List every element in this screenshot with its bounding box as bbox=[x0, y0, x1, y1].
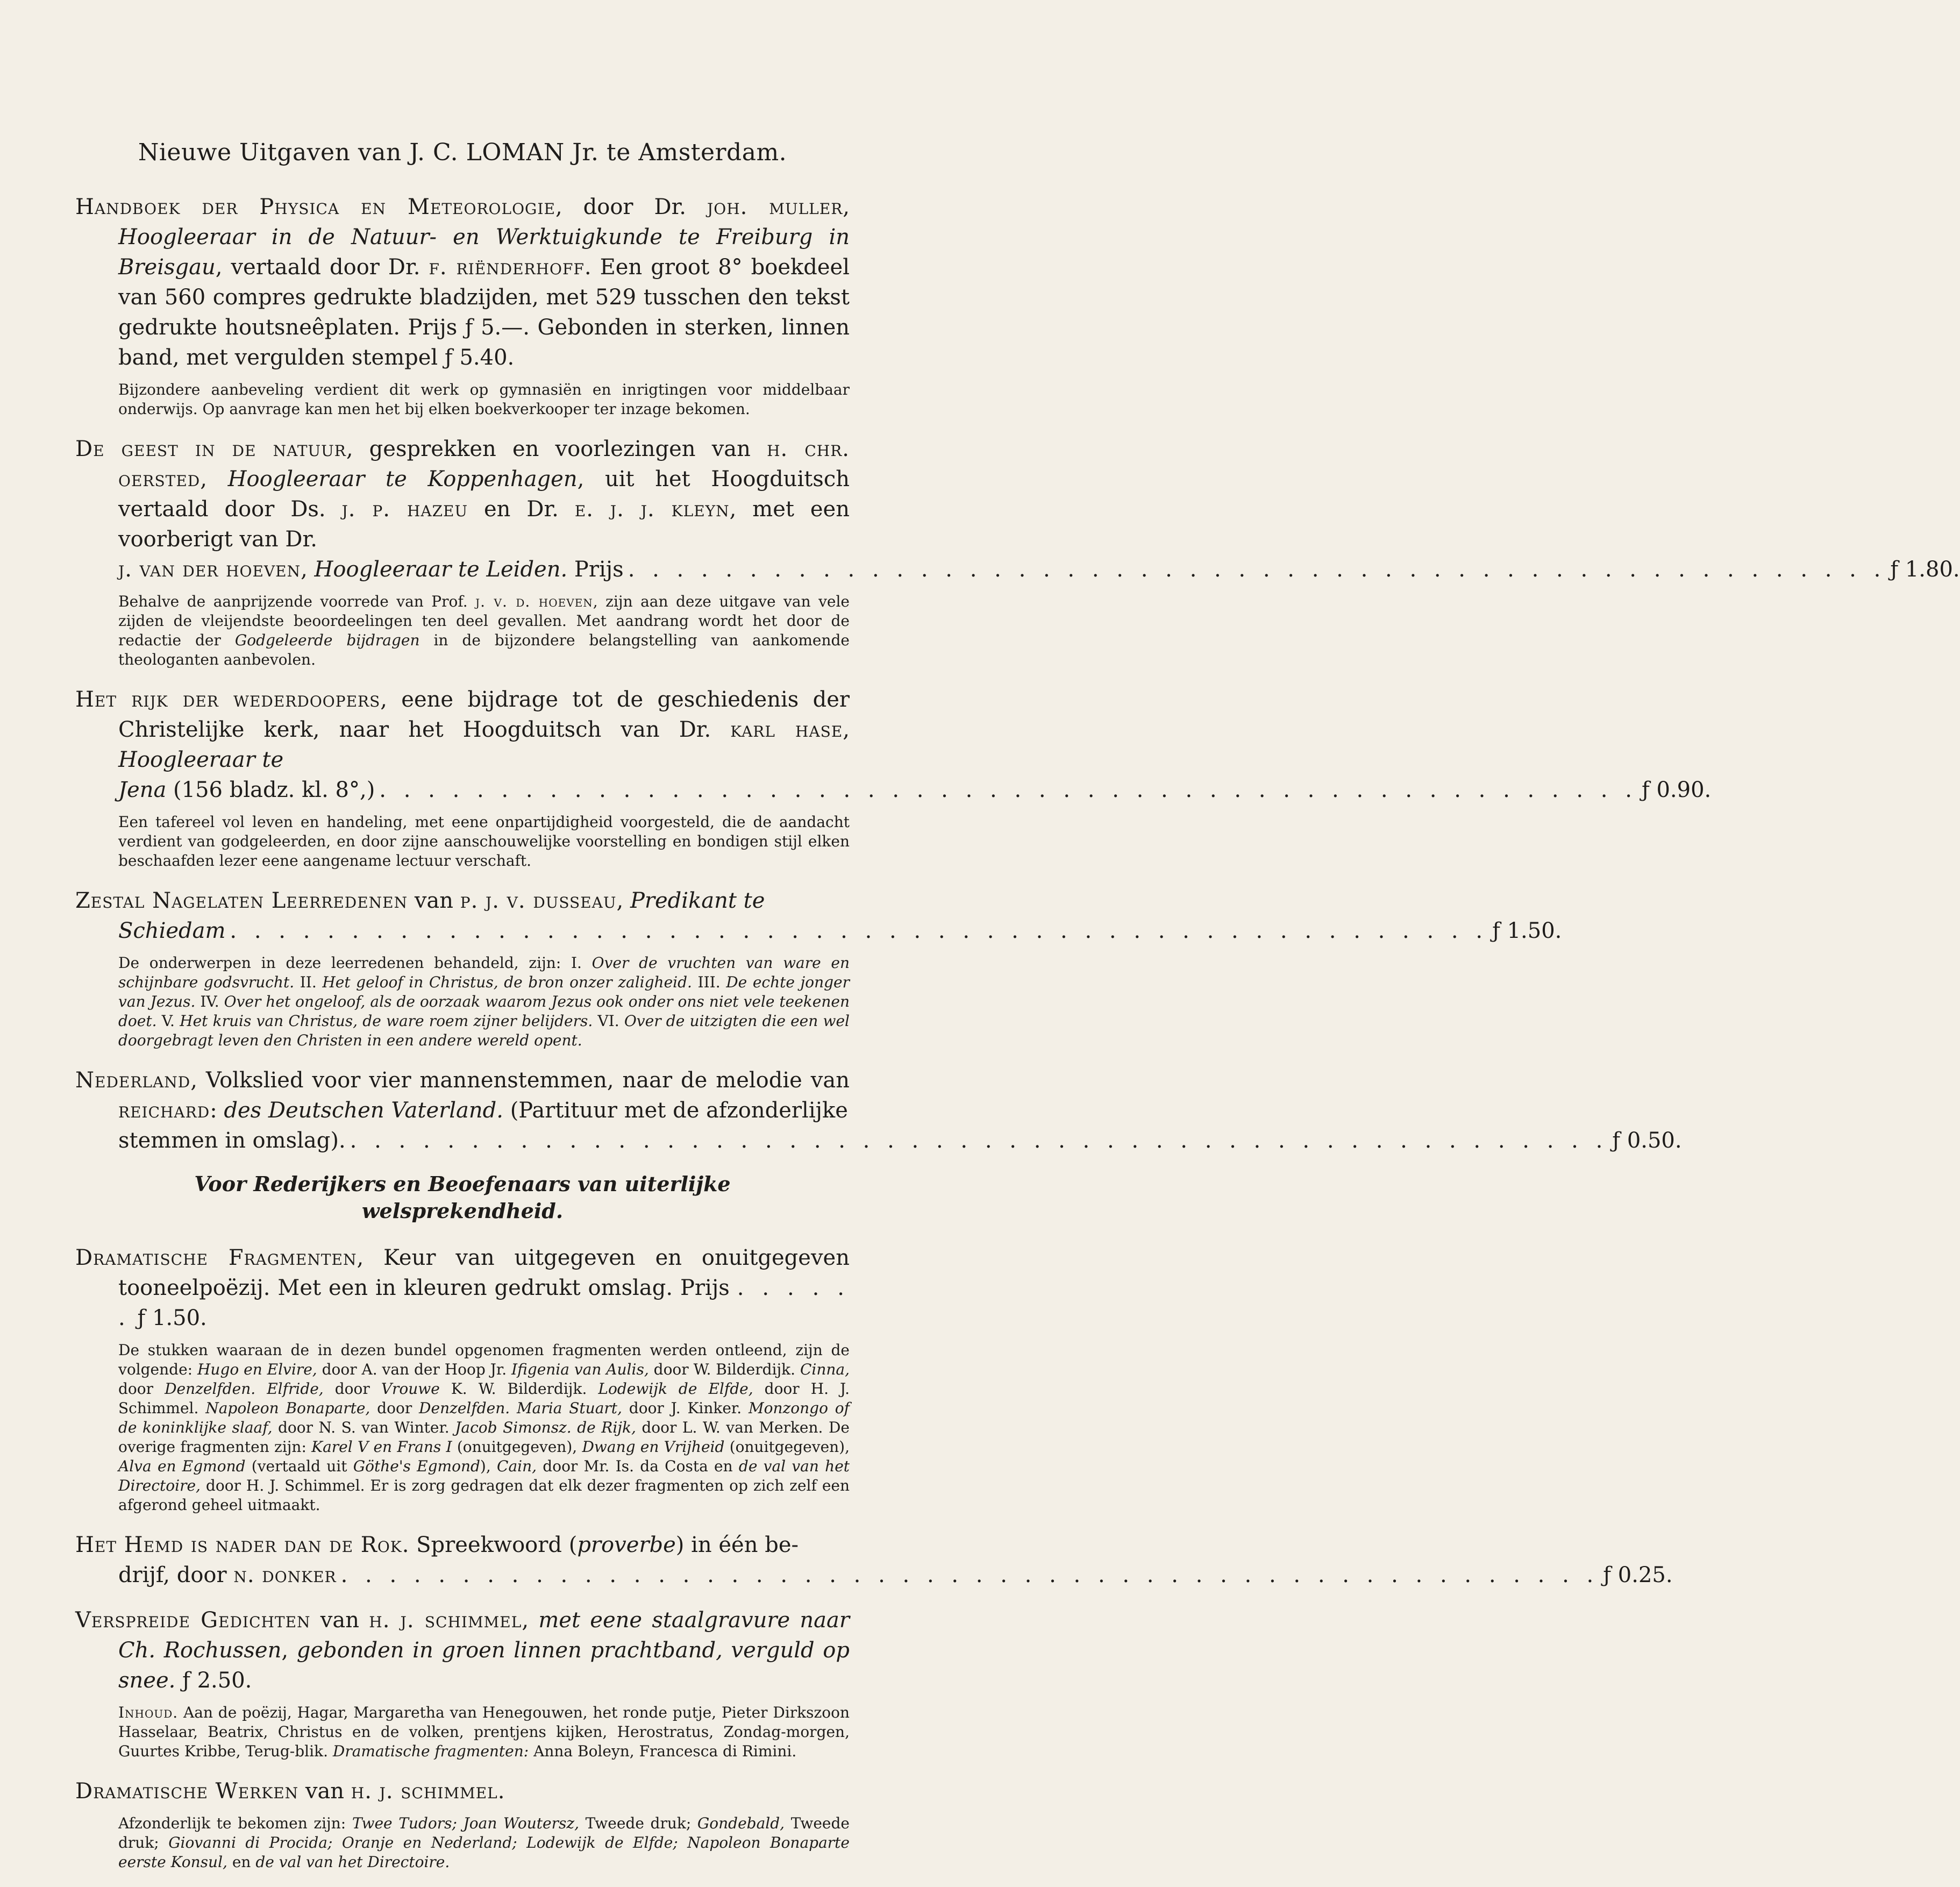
section-heading: Voor Rederijkers en Beoefenaars van uiterlijke welsprekendheid. bbox=[194, 1172, 731, 1223]
price-line: drijf, door n. donker . . . . . . . . . . . . . . . . . . . . . . . . . . . . . . . . . . . . . . . . . . . . . . . . . . . . ƒ 0.25. bbox=[75, 1560, 850, 1590]
entry-verspreide-gedichten bbox=[75, 1605, 850, 1761]
entry-text: Het rijk der wederdoopers, eene bijdrage tot de geschiedenis der Christelijke kerk, naar het Hoogduitsch van Dr. karl hase, Hoogleeraar te bbox=[75, 687, 850, 772]
dot-leader: . . . . . . bbox=[118, 1276, 850, 1330]
entry-geest-natuur bbox=[75, 434, 1960, 670]
entry-role: des Deutschen Vaterland. bbox=[224, 1098, 503, 1123]
price-line: Jena (156 bladz. kl. 8°,) . . . . . . . . . . . . . . . . . . . . . . . . . . . . . . . . . . . . . . . . . . . . . . . . . . . . ƒ 0.90. bbox=[75, 775, 850, 805]
entry-title: Nederland bbox=[75, 1068, 191, 1093]
entry-dramatische-fragmenten bbox=[75, 1243, 850, 1515]
entry-author: karl hase bbox=[730, 717, 843, 742]
entry-note: Behalve de aanprijzende voorrede van Prof. j. v. d. hoeven, zijn aan deze uitgave van vele zijden de vleijendste beoordeelingen ten deel gevallen. Met aandrang wordt het door de redactie der Godgeleerde bijdragen in de bijzondere belangstelling van aankomende theologanten aanbevolen. bbox=[118, 593, 850, 668]
entry-author: h. j. schimmel bbox=[369, 1608, 522, 1633]
entry-price: ƒ 0.50. bbox=[1612, 1128, 1682, 1153]
entry-author: n. donker bbox=[233, 1563, 337, 1587]
entry-text: Dramatische Fragmenten, Keur van uitgegeven en onuitgegeven tooneelpoëzij. Met een in kleuren gedrukt omslag. Prijs . . . . . . ƒ 1.50. bbox=[75, 1245, 850, 1330]
entry-title: Dramatische Werken bbox=[75, 1779, 299, 1804]
entry-title: Verspreide Gedichten bbox=[75, 1608, 311, 1633]
entry-note: Een tafereel vol leven en handeling, met eene onpartijdigheid voorgesteld, die de aandacht verdient van godgeleerden, en door zijne aanschouwelijke voorstelling en bondigen stijl elken beschaafden lezer eene aangename lectuur verschaft. bbox=[118, 813, 850, 870]
entry-nederland-volkslied bbox=[75, 1065, 1682, 1156]
entry-text: Handboek der Physica en Meteorologie, door Dr. joh. muller, Hoogleeraar in de Natuur- en Werktuigkunde te Freiburg in Breisgau, vertaald door Dr. f. riënderhoff. Een groot 8° boekdeel van 560 compres gedrukte bladzijden, met 529 tusschen den tekst gedrukte houtsneêplaten. Prijs ƒ 5.—. Gebonden in sterken, linnen band, met vergulden stempel ƒ 5.40. bbox=[75, 195, 850, 370]
entry-price: ƒ 1.80. bbox=[1890, 557, 1960, 582]
entry-author: p. j. v. dusseau bbox=[460, 888, 617, 913]
dot-leader: . . . . . . . . . . . . . . . . . . . . . . . . . . . . . . . . . . . . . . . . . . . . . . . . . . . . bbox=[230, 918, 1488, 943]
entry-role: proverbe bbox=[577, 1533, 676, 1557]
entry-price: ƒ 0.90. bbox=[1641, 778, 1712, 802]
entry-hemd-rok bbox=[75, 1530, 1673, 1590]
entry-text: Verspreide Gedichten van h. j. schimmel, met eene staalgravure naar Ch. Rochussen, gebonden in groen linnen prachtband, verguld op snee. ƒ 2.50. bbox=[75, 1608, 850, 1693]
entry-title: De geest in de natuur bbox=[75, 437, 346, 461]
entry-role: Hoogleeraar te bbox=[118, 747, 284, 772]
entry-text: Dramatische Werken van h. j. schimmel. bbox=[75, 1779, 505, 1804]
entry-title: Zestal Nagelaten Leerredenen bbox=[75, 888, 408, 913]
document-page bbox=[75, 129, 1960, 1887]
entry-title: Handboek der Physica en Meteorologie bbox=[75, 195, 555, 219]
dot-leader: . . . . . . . . . . . . . . . . . . . . . . . . . . . . . . . . . . . . . . . . . . . . . . . . . . . . bbox=[628, 557, 1886, 582]
entry-note: Afzonderlijk te bekomen zijn: Twee Tudors; Joan Woutersz, Tweede druk; Gondebald, Tweede druk; Giovanni di Procida; Oranje en Nederland; Lodewijk de Elfde; Napoleon Bonaparte eerste Konsul, en de val van het Directoire. bbox=[118, 1814, 850, 1871]
entry-author: joh. muller bbox=[707, 195, 843, 219]
entry-role: Predikant te bbox=[630, 888, 765, 913]
price-line: Schiedam . . . . . . . . . . . . . . . . . . . . . . . . . . . . . . . . . . . . . . . . . . . . . . . . . . . . ƒ 1.50. bbox=[75, 916, 850, 946]
entry-price: ƒ 0.25. bbox=[1603, 1563, 1673, 1587]
entry-zestal-leerredenen bbox=[75, 886, 1562, 1050]
entry-text: De geest in de natuur, gesprekken en voorlezingen van h. chr. oersted, Hoogleeraar te Koppenhagen, uit het Hoogduitsch vertaald door Ds. j. p. hazeu en Dr. e. j. j. kleyn, met een voorberigt van Dr. bbox=[75, 437, 850, 552]
entry-price: ƒ 1.50. bbox=[1492, 918, 1562, 943]
entry-author: h. j. schimmel. bbox=[351, 1779, 505, 1804]
dot-leader: . . . . . . . . . . . . . . . . . . . . . . . . . . . . . . . . . . . . . . . . . . . . . . . . . . . . bbox=[379, 778, 1637, 802]
entry-role: Hoogleeraar te Koppenhagen bbox=[227, 467, 578, 492]
entry-text: Zestal Nagelaten Leerredenen van p. j. v. dusseau, Predikant te bbox=[75, 888, 765, 913]
entry-translator: f. riënderhoff bbox=[429, 255, 585, 280]
price-line: j. van der hoeven, Hoogleeraar te Leiden. Prijs . . . . . . . . . . . . . . . . . . . . . . . . . . . . . . . . . . . . . . . . . . . . . . . . . . . . ƒ 1.80. bbox=[75, 554, 850, 585]
entry-role: met eene staalgravure naar Ch. Rochussen bbox=[118, 1608, 850, 1663]
entry-author: h. chr. oersted bbox=[118, 437, 850, 492]
price-line: stemmen in omslag). . . . . . . . . . . . . . . . . . . . . . . . . . . . . . . . . . . . . . . . . . . . . . . . . . . . . ƒ 0.50. bbox=[75, 1126, 850, 1156]
entry-text: Het Hemd is nader dan de Rok. Spreekwoord (proverbe) in één be- bbox=[75, 1533, 799, 1557]
dot-leader: . . . . . . . . . . . . . . . . . . . . . . . . . . . . . . . . . . . . . . . . . . . . . . . . . . . . bbox=[350, 1128, 1608, 1153]
entry-price: ƒ 2.50. bbox=[175, 1668, 252, 1693]
entry-title: Dramatische Fragmenten bbox=[75, 1245, 357, 1270]
dot-leader: . . . . . . . . . . . . . . . . . . . . . . . . . . . . . . . . . . . . . . . . . . . . . . . . . . . . bbox=[340, 1563, 1599, 1587]
entry-price: ƒ 1.50. bbox=[137, 1306, 207, 1330]
entry-dramatische-werken bbox=[75, 1776, 850, 1872]
entry-note: De stukken waaraan de in dezen bundel opgenomen fragmenten werden ontleend, zijn de volgende: Hugo en Elvire, door A. van der Hoop Jr. Ifigenia van Aulis, door W. Bilderdijk. Cinna, door Denzelfden. Elfride, door Vrouwe K. W. Bilderdijk. Lodewijk de Elfde, door H. J. Schimmel. Napoleon Bonaparte, door Denzelfden. Maria Stuart, door J. Kinker. Monzongo of de koninklijke slaaf, door N. S. van Winter. Jacob Simonsz. de Rijk, door L. W. van Merken. De overige fragmenten zijn: Karel V en Frans I (onuitgegeven), Dwang en Vrijheid (onuitgegeven), Alva en Egmond (vertaald uit Göthe's Egmond), Cain, door Mr. Is. da Costa en de val van het Directoire, door H. J. Schimmel. Er is zorg gedragen dat elk dezer fragmenten op zich zelf een afgerond geheel uitmaakt. bbox=[118, 1341, 850, 1514]
entry-note: De onderwerpen in deze leerredenen behandeld, zijn: I. Over de vruchten van ware en schijnbare godsvrucht. II. Het geloof in Christus, de bron onzer zaligheid. III. De echte jonger van Jezus. IV. Over het ongeloof, als de oorzaak waarom Jezus ook onder ons niet vele teekenen doet. V. Het kruis van Christus, de ware roem zijner belijders. VI. Over de uitzigten die een wel doorgebragt leven den Christen in een andere wereld opent. bbox=[118, 954, 850, 1049]
entry-note: Inhoud. Aan de poëzij, Hagar, Margaretha van Henegouwen, het ronde putje, Pieter Dirkszoon Hasselaar, Beatrix, Christus en de volken, prentjens kijken, Herostratus, Zondag-morgen, Guurtes Kribbe, Terug-blik. Dramatische fragmenten: Anna Boleyn, Francesca di Rimini. bbox=[118, 1704, 850, 1760]
entry-handboek-physica bbox=[75, 192, 850, 419]
page-header: Nieuwe Uitgaven van J. C. LOMAN Jr. te Amsterdam. bbox=[138, 139, 787, 166]
entry-title: Het Hemd is nader dan de Rok. bbox=[75, 1533, 410, 1557]
entry-title: Het rijk der wederdoopers bbox=[75, 687, 381, 712]
entry-translator: j. p. hazeu bbox=[341, 497, 468, 522]
entry-note: Bijzondere aanbeveling verdient dit werk op gymnasiën en inrigtingen voor middelbaar onderwijs. Op aanvrage kan men het bij elken boekverkooper ter inzage bekomen. bbox=[118, 381, 850, 418]
entry-role: Hoogleeraar in de Natuur- en Werktuigkunde te Freiburg in Breisgau bbox=[118, 225, 850, 280]
entry-text: Nederland, Volkslied voor vier mannenstemmen, naar de melodie van reichard: des Deutschen Vaterland. (Partituur met de afzonderlijke bbox=[75, 1068, 850, 1123]
entry-author: reichard bbox=[118, 1098, 210, 1123]
entry-rijk-wederdoopers bbox=[75, 685, 1712, 871]
